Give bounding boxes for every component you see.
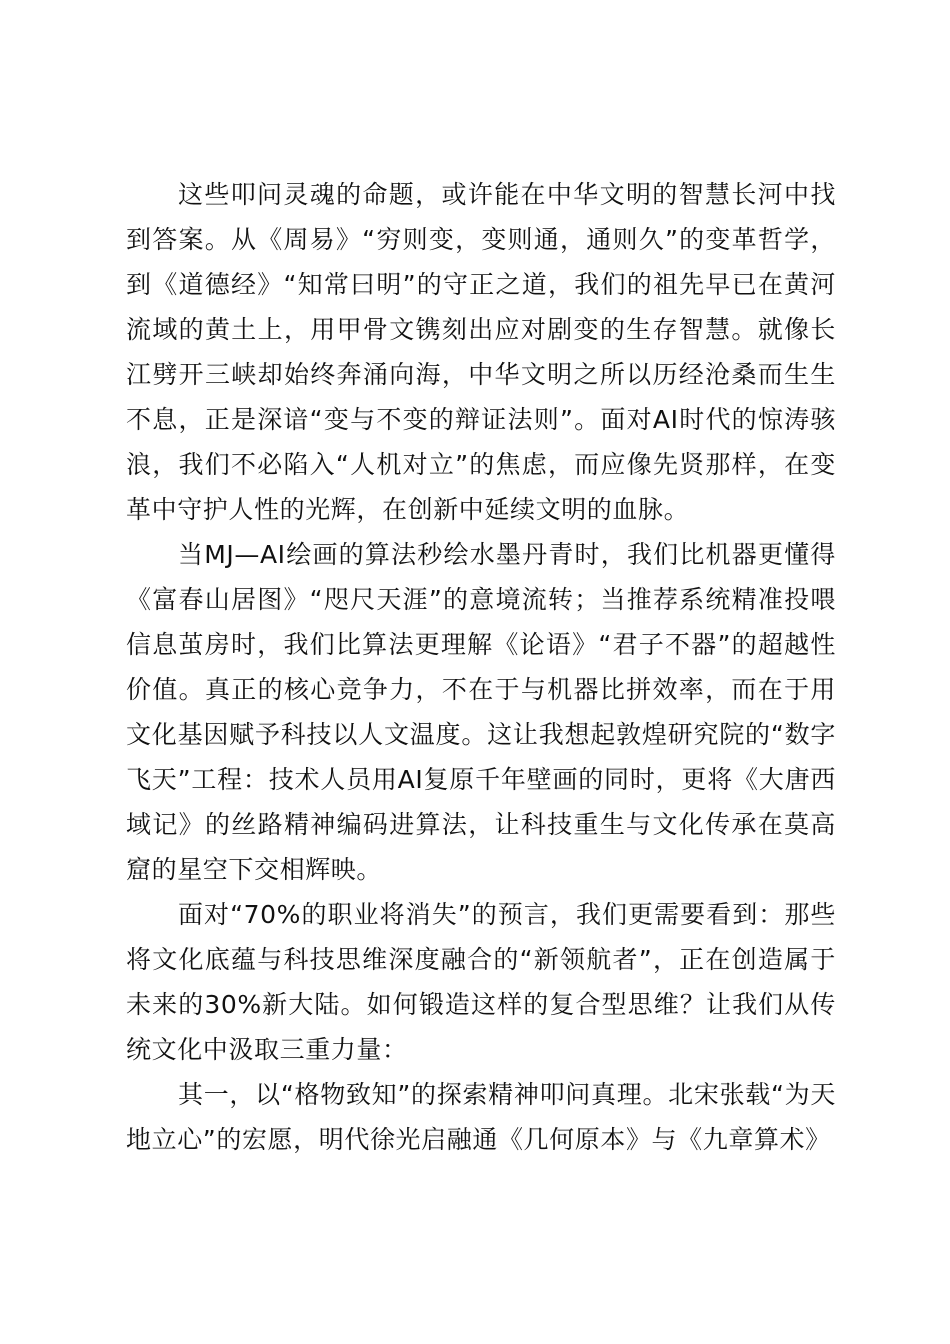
paragraph-3: 面对“70%的职业将消失”的预言，我们更需要看到：那些将文化底蕴与科技思维深度融合的“新领航者”，正在创造属于未来的30%新大陆。如何锻造这样的复合型思维？让我们从传统文化中汲取三重力量： [126,900,836,1064]
document-body [126,172,836,1162]
paragraph-1: 这些叩问灵魂的命题，或许能在中华文明的智慧长河中找到答案。从《周易》“穷则变，变则通，通则久”的变革哲学，到《道德经》“知常曰明”的守正之道，我们的祖先早已在黄河流域的黄土上，用甲骨文镌刻出应对剧变的生存智慧。就像长江劈开三峡却始终奔涌向海，中华文明之所以历经沧桑而生生不息，正是深谙“变与不变的辩证法则”。面对AI时代的惊涛骇浪，我们不必陷入“人机对立”的焦虑，而应像先贤那样，在变革中守护人性的光辉，在创新中延续文明的血脉。 [126,180,836,524]
paragraph-4: 其一，以“格物致知”的探索精神叩问真理。北宋张载“为天地立心”的宏愿，明代徐光启融通《几何原本》与《九章算术》 [126,1080,836,1154]
paragraph-2: 当MJ—AI绘画的算法秒绘水墨丹青时，我们比机器更懂得《富春山居图》“咫尺天涯”的意境流转；当推荐系统精准投喂信息茧房时，我们比算法更理解《论语》“君子不器”的超越性价值。真正的核心竞争力，不在于与机器比拼效率，而在于用文化基因赋予科技以人文温度。这让我想起敦煌研究院的“数字飞天”工程：技术人员用AI复原千年壁画的同时，更将《大唐西域记》的丝路精神编码进算法，让科技重生与文化传承在莫高窟的星空下交相辉映。 [126,540,836,884]
